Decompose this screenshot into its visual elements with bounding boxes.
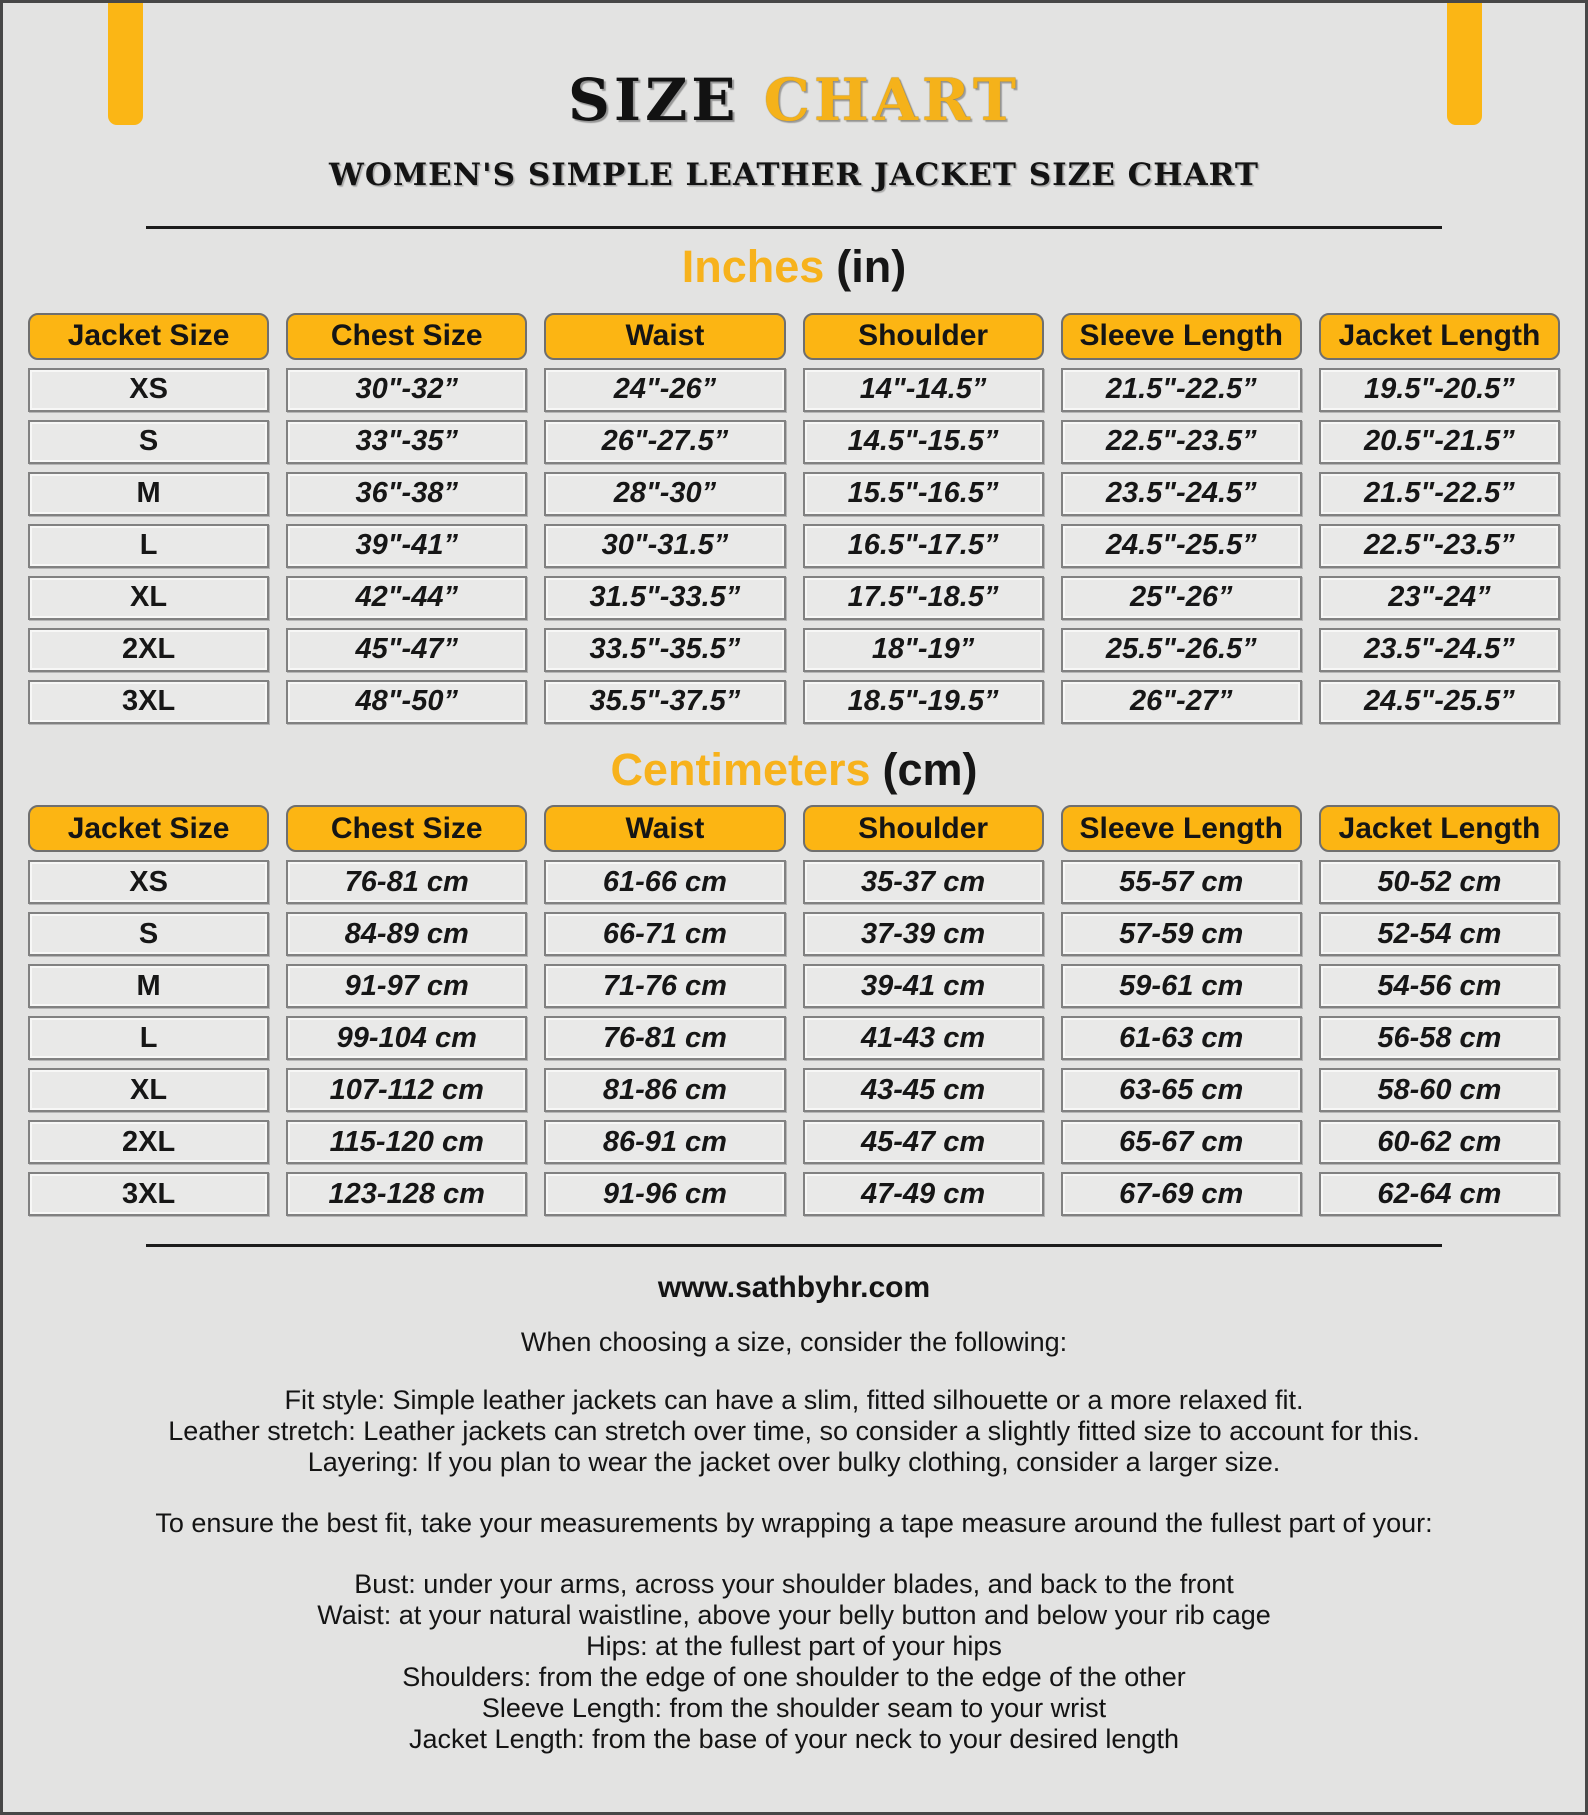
measurement-line: Sleeve Length: from the shoulder seam to your wrist <box>481 1693 1107 1724</box>
value-cell: 41-43 cm <box>803 1016 1044 1060</box>
value-cell: 62-64 cm <box>1319 1172 1560 1216</box>
value-cell: 67-69 cm <box>1061 1172 1302 1216</box>
inches-size-table <box>28 313 1560 724</box>
value-cell: 15.5"-16.5” <box>803 472 1044 516</box>
website-text: www.sathbyhr.com <box>657 1271 931 1305</box>
value-cell: 45"-47” <box>286 628 527 672</box>
column-header: Chest Size <box>286 313 527 360</box>
centimeters-heading-accent: Centimeters <box>610 743 871 795</box>
value-cell: 30"-31.5” <box>544 524 785 568</box>
inches-heading-unit: (in) <box>836 240 907 292</box>
value-cell: 56-58 cm <box>1319 1016 1560 1060</box>
value-cell: 76-81 cm <box>286 860 527 904</box>
measurement-line: Shoulders: from the edge of one shoulder to the edge of the other <box>402 1662 1186 1693</box>
value-cell: 107-112 cm <box>286 1068 527 1112</box>
value-cell: 24"-26” <box>544 368 785 412</box>
column-header: Jacket Length <box>1319 313 1560 360</box>
value-cell: 33"-35” <box>286 420 527 464</box>
value-cell: 26"-27” <box>1061 680 1302 724</box>
value-cell: 36"-38” <box>286 472 527 516</box>
value-cell: 21.5"-22.5” <box>1061 368 1302 412</box>
size-cell: L <box>28 1016 269 1060</box>
column-header: Shoulder <box>803 805 1044 852</box>
value-cell: 71-76 cm <box>544 964 785 1008</box>
value-cell: 24.5"-25.5” <box>1319 680 1560 724</box>
column-header: Sleeve Length <box>1061 805 1302 852</box>
inches-heading-accent: Inches <box>681 240 825 292</box>
value-cell: 35-37 cm <box>803 860 1044 904</box>
column-header: Shoulder <box>803 313 1044 360</box>
value-cell: 61-66 cm <box>544 860 785 904</box>
measurement-line: Hips: at the fullest part of your hips <box>586 1631 1002 1662</box>
value-cell: 26"-27.5” <box>544 420 785 464</box>
value-cell: 18.5"-19.5” <box>803 680 1044 724</box>
value-cell: 23.5"-24.5” <box>1061 472 1302 516</box>
size-cell: XL <box>28 576 269 620</box>
size-cell: L <box>28 524 269 568</box>
value-cell: 19.5"-20.5” <box>1319 368 1560 412</box>
measure-note-line: To ensure the best fit, take your measurements by wrapping a tape measure around the fullest part of your: <box>155 1508 1433 1539</box>
centimeters-size-table <box>28 805 1560 1216</box>
value-cell: 61-63 cm <box>1061 1016 1302 1060</box>
value-cell: 63-65 cm <box>1061 1068 1302 1112</box>
size-cell: XS <box>28 860 269 904</box>
value-cell: 33.5"-35.5” <box>544 628 785 672</box>
tip-line: Leather stretch: Leather jackets can stretch over time, so consider a slightly fitted size to account for this. <box>168 1416 1420 1447</box>
left-accent-bar <box>108 3 143 125</box>
centimeters-heading-unit: (cm) <box>882 743 978 795</box>
value-cell: 39"-41” <box>286 524 527 568</box>
size-cell: XS <box>28 368 269 412</box>
measurement-instructions <box>3 1569 1585 1755</box>
size-cell: S <box>28 912 269 956</box>
value-cell: 45-47 cm <box>803 1120 1044 1164</box>
value-cell: 76-81 cm <box>544 1016 785 1060</box>
value-cell: 91-97 cm <box>286 964 527 1008</box>
value-cell: 50-52 cm <box>1319 860 1560 904</box>
value-cell: 60-62 cm <box>1319 1120 1560 1164</box>
value-cell: 91-96 cm <box>544 1172 785 1216</box>
size-cell: 3XL <box>28 680 269 724</box>
footer-intro-line: When choosing a size, consider the following: <box>520 1327 1068 1358</box>
value-cell: 59-61 cm <box>1061 964 1302 1008</box>
value-cell: 65-67 cm <box>1061 1120 1302 1164</box>
value-cell: 47-49 cm <box>803 1172 1044 1216</box>
value-cell: 123-128 cm <box>286 1172 527 1216</box>
value-cell: 115-120 cm <box>286 1120 527 1164</box>
bottom-divider-line <box>146 1244 1442 1247</box>
value-cell: 31.5"-33.5” <box>544 576 785 620</box>
value-cell: 23.5"-24.5” <box>1319 628 1560 672</box>
value-cell: 54-56 cm <box>1319 964 1560 1008</box>
size-cell: 2XL <box>28 1120 269 1164</box>
value-cell: 86-91 cm <box>544 1120 785 1164</box>
column-header: Jacket Size <box>28 313 269 360</box>
fit-tips <box>3 1385 1585 1478</box>
right-accent-bar <box>1447 3 1482 125</box>
size-cell: XL <box>28 1068 269 1112</box>
size-cell: 3XL <box>28 1172 269 1216</box>
size-cell: S <box>28 420 269 464</box>
value-cell: 14.5"-15.5” <box>803 420 1044 464</box>
column-header: Waist <box>544 805 785 852</box>
value-cell: 84-89 cm <box>286 912 527 956</box>
value-cell: 22.5"-23.5” <box>1061 420 1302 464</box>
top-divider-line <box>146 226 1442 229</box>
value-cell: 21.5"-22.5” <box>1319 472 1560 516</box>
value-cell: 39-41 cm <box>803 964 1044 1008</box>
value-cell: 22.5"-23.5” <box>1319 524 1560 568</box>
value-cell: 42"-44” <box>286 576 527 620</box>
tip-line: Fit style: Simple leather jackets can have a slim, fitted silhouette or a more relaxed fit. <box>284 1385 1304 1416</box>
value-cell: 99-104 cm <box>286 1016 527 1060</box>
value-cell: 23"-24” <box>1319 576 1560 620</box>
column-header: Jacket Size <box>28 805 269 852</box>
value-cell: 37-39 cm <box>803 912 1044 956</box>
value-cell: 52-54 cm <box>1319 912 1560 956</box>
measurement-line: Jacket Length: from the base of your neck to your desired length <box>409 1724 1179 1755</box>
size-cell: M <box>28 472 269 516</box>
column-header: Chest Size <box>286 805 527 852</box>
value-cell: 14"-14.5” <box>803 368 1044 412</box>
measurement-line: Bust: under your arms, across your shoulder blades, and back to the front <box>354 1569 1234 1600</box>
value-cell: 57-59 cm <box>1061 912 1302 956</box>
value-cell: 17.5"-18.5” <box>803 576 1044 620</box>
value-cell: 48"-50” <box>286 680 527 724</box>
value-cell: 43-45 cm <box>803 1068 1044 1112</box>
page-subtitle: WOMEN'S SIMPLE LEATHER JACKET SIZE CHART <box>329 156 1259 193</box>
title-word-size: SIZE <box>567 66 740 134</box>
value-cell: 35.5"-37.5” <box>544 680 785 724</box>
value-cell: 25"-26” <box>1061 576 1302 620</box>
value-cell: 30"-32” <box>286 368 527 412</box>
value-cell: 28"-30” <box>544 472 785 516</box>
value-cell: 20.5"-21.5” <box>1319 420 1560 464</box>
value-cell: 16.5"-17.5” <box>803 524 1044 568</box>
value-cell: 18"-19” <box>803 628 1044 672</box>
column-header: Sleeve Length <box>1061 313 1302 360</box>
size-cell: M <box>28 964 269 1008</box>
centimeters-section-heading <box>3 744 1585 796</box>
title-word-chart: CHART <box>763 66 1021 134</box>
column-header: Jacket Length <box>1319 805 1560 852</box>
footer <box>3 1271 1585 1755</box>
page-title <box>3 3 1585 133</box>
tip-line: Layering: If you plan to wear the jacket over bulky clothing, consider a larger size. <box>307 1447 1281 1478</box>
value-cell: 81-86 cm <box>544 1068 785 1112</box>
size-cell: 2XL <box>28 628 269 672</box>
value-cell: 25.5"-26.5” <box>1061 628 1302 672</box>
value-cell: 58-60 cm <box>1319 1068 1560 1112</box>
inches-section-heading <box>3 241 1585 293</box>
value-cell: 55-57 cm <box>1061 860 1302 904</box>
value-cell: 24.5"-25.5” <box>1061 524 1302 568</box>
value-cell: 66-71 cm <box>544 912 785 956</box>
measurement-line: Waist: at your natural waistline, above your belly button and below your rib cage <box>317 1600 1271 1631</box>
column-header: Waist <box>544 313 785 360</box>
